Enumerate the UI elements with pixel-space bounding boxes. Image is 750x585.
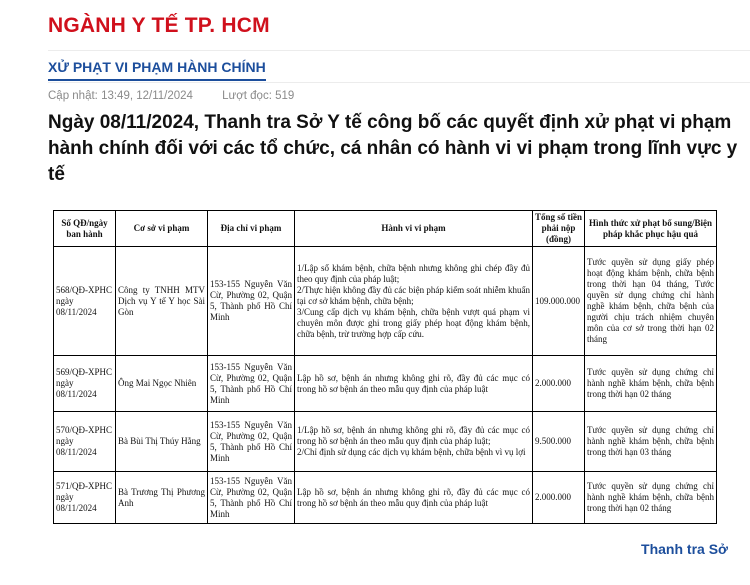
amount-cell: 109.000.000: [533, 247, 585, 356]
address-cell: 153-155 Nguyễn Văn Cừ, Phường 02, Quận 5, Thành phố Hồ Chí Minh: [208, 472, 295, 524]
remedy-cell: Tước quyền sử dụng chứng chỉ hành nghề khám bệnh, chữa bệnh trong thời hạn 03 tháng: [585, 412, 717, 472]
remedy-cell: Tước quyền sử dụng giấy phép hoạt động khám bệnh, chữa bệnh trong thời hạn 04 tháng, Tước quyền sử dụng chứng chỉ hành nghề khám bệnh, chữa bệnh của người chịu trách nhiệm chuyên môn của cơ sở trong thời hạn 02 tháng: [585, 247, 717, 356]
article-headline: Ngày 08/11/2024, Thanh tra Sở Y tế công bố các quyết định xử phạt vi phạm hành chính đối với các tổ chức, cá nhân có hành vi vi phạm trong lĩnh vực y tế: [48, 112, 738, 185]
table-row: [54, 356, 717, 412]
header-remedy: Hình thức xử phạt bổ sung/Biện pháp khắc phục hậu quả: [585, 211, 717, 247]
amount-cell: 2.000.000: [533, 472, 585, 524]
site-title[interactable]: NGÀNH Y TẾ TP. HCM: [48, 14, 270, 37]
address-cell: 153-155 Nguyễn Văn Cừ, Phường 02, Quận 5, Thành phố Hồ Chí Minh: [208, 412, 295, 472]
table-header-row: [54, 211, 717, 247]
header-violation: Hành vi vi phạm: [295, 211, 533, 247]
entity-cell: Ông Mai Ngọc Nhiên: [116, 356, 208, 412]
table-row: [54, 247, 717, 356]
violation-cell: 1/Lập hồ sơ, bệnh án nhưng không ghi rõ, đầy đủ các mục có trong hồ sơ bệnh án theo mẫu quy định của pháp luật; 2/Chỉ định sử dụng các dịch vụ khám bệnh, chữa bệnh vì vụ lợi: [295, 412, 533, 472]
header-address: Địa chỉ vi phạm: [208, 211, 295, 247]
entity-cell: Bà Trương Thị Phương Anh: [116, 472, 208, 524]
header-entity: Cơ sở vi phạm: [116, 211, 208, 247]
table-row: [54, 472, 717, 524]
remedy-cell: Tước quyền sử dụng chứng chỉ hành nghề khám bệnh, chữa bệnh trong thời hạn 02 tháng: [585, 472, 717, 524]
table-row: [54, 412, 717, 472]
entity-cell: Bà Bùi Thị Thúy Hằng: [116, 412, 208, 472]
decision-cell: 570/QĐ-XPHC ngày 08/11/2024: [54, 412, 116, 472]
image-caption: Thanh tra Sở: [641, 541, 728, 557]
header-decision: Số QĐ/ngày ban hành: [54, 211, 116, 247]
decision-cell: 569/QĐ-XPHC ngày 08/11/2024: [54, 356, 116, 412]
address-cell: 153-155 Nguyễn Văn Cừ, Phường 02, Quận 5, Thành phố Hồ Chí Minh: [208, 247, 295, 356]
category-link[interactable]: XỬ PHẠT VI PHẠM HÀNH CHÍNH: [48, 59, 266, 81]
penalty-table: [53, 210, 717, 524]
category-divider: [48, 82, 750, 83]
header-amount: Tổng số tiền phải nộp (đồng): [533, 211, 585, 247]
violation-cell: Lập hồ sơ, bệnh án nhưng không ghi rõ, đầy đủ các mục có trong hồ sơ bệnh án theo mẫu quy định của pháp luật: [295, 472, 533, 524]
violation-cell: Lập hồ sơ, bệnh án nhưng không ghi rõ, đầy đủ các mục có trong hồ sơ bệnh án theo mẫu quy định của pháp luật: [295, 356, 533, 412]
decision-cell: 571/QĐ-XPHC ngày 08/11/2024: [54, 472, 116, 524]
article-meta: [48, 90, 294, 102]
decision-cell: 568/QĐ-XPHC ngày 08/11/2024: [54, 247, 116, 356]
header-divider: [48, 50, 750, 51]
remedy-cell: Tước quyền sử dụng chứng chỉ hành nghề khám bệnh, chữa bệnh trong thời hạn 02 tháng: [585, 356, 717, 412]
amount-cell: 2.000.000: [533, 356, 585, 412]
violation-cell: 1/Lập sổ khám bệnh, chữa bệnh nhưng không ghi chép đầy đủ theo quy định của pháp luật; 2/Thực hiện không đầy đủ các biện pháp kiểm soát nhiễm khuẩn tại cơ sở khám bệnh, chữa bệnh; 3/Cung cấp dịch vụ khám bệnh, chữa bệnh vượt quá phạm vi chuyên môn được ghi trong giấy phép hoạt động khám bệnh, chữa bệnh, trừ trường hợp cấp cứu.: [295, 247, 533, 356]
entity-cell: Công ty TNHH MTV Dịch vụ Y tế Y học Sài Gòn: [116, 247, 208, 356]
amount-cell: 9.500.000: [533, 412, 585, 472]
address-cell: 153-155 Nguyễn Văn Cừ, Phường 02, Quận 5, Thành phố Hồ Chí Minh: [208, 356, 295, 412]
view-count: Lượt đọc: 519: [222, 90, 295, 102]
updated-time: Cập nhật: 13:49, 12/11/2024: [48, 90, 193, 102]
